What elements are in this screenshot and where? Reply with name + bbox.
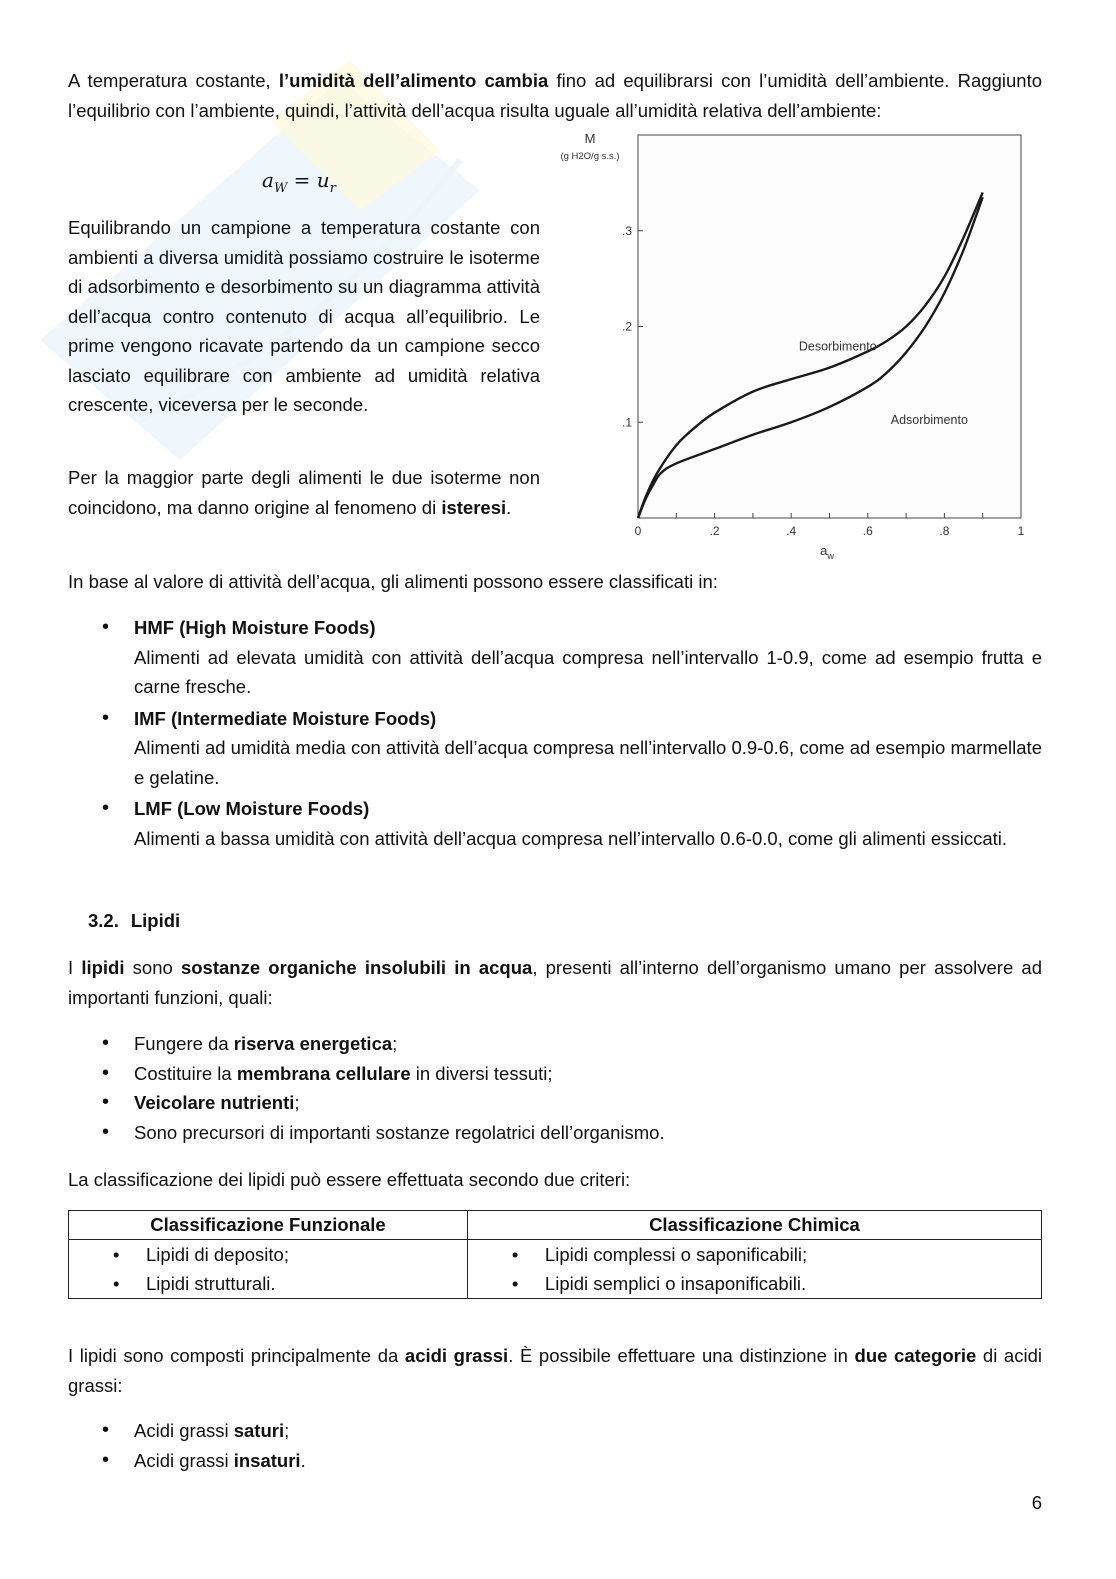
function-item: • Fungere da riserva energetica;	[68, 1029, 1042, 1059]
food-class-list	[68, 613, 1042, 853]
isotherms-paragraph: Equilibrando un campione a temperatura costante con ambienti a diversa umidità possiamo costruire le isoterme di adsorbimento e desorbimento su un diagramma attività dell’acqua contro contenuto di acqua all’equilibrio. Le prime vengono ricavate partendo da un campione secco lasciato equilibrare con ambiente ad umidità relativa crescente, viceversa per le seconde.	[68, 217, 540, 415]
x-tick-label: .2	[709, 524, 720, 538]
x-tick-label: 0	[634, 524, 642, 538]
y-tick-label: .3	[621, 223, 632, 238]
table-cell	[69, 1240, 468, 1299]
section-heading: 3.2. Lipidi	[88, 910, 181, 931]
function-item: • Veicolare nutrienti;	[68, 1088, 1042, 1118]
table-list-item: • Lipidi strutturali.	[69, 1269, 467, 1298]
fatty-acid-item: • Acidi grassi insaturi.	[68, 1446, 1042, 1476]
fatty-acids-list	[68, 1416, 1042, 1475]
table-cell	[467, 1240, 1041, 1299]
page-number: 6	[1031, 1492, 1042, 1513]
fatty-acid-item: • Acidi grassi saturi;	[68, 1416, 1042, 1446]
function-item: • Costituire la membrana cellulare in diversi tessuti;	[68, 1059, 1042, 1089]
classification-intro: In base al valore di attività dell’acqua, gli alimenti possono essere classificati in:	[68, 571, 718, 592]
y-tick-label: .1	[621, 415, 632, 430]
table-row	[69, 1240, 1042, 1299]
table-header: Classificazione Chimica	[467, 1211, 1041, 1240]
food-class-item: • HMF (High Moisture Foods) Alimenti ad elevata umidità con attività dell’acqua compresa nell’intervallo 1-0.9, come ad esempio frutta e carne fresche.	[68, 613, 1042, 702]
table-list-item: • Lipidi di deposito;	[69, 1240, 467, 1269]
x-tick-label: 1	[1017, 524, 1025, 538]
series-label-desorbimento: Desorbimento	[798, 339, 877, 354]
y-tick-label: .2	[621, 319, 632, 334]
food-class-item: • IMF (Intermediate Moisture Foods) Alimenti ad umidità media con attività dell’acqua compresa nell’intervallo 0.9-0.6, come ad esempio marmellate e gelatine.	[68, 704, 1042, 793]
hysteresis-paragraph: Per la maggior parte degli alimenti le due isoterme non coincidono, ma danno origine al fenomeno di isteresi.	[68, 467, 540, 518]
x-axis-label: $a_w$	[820, 543, 834, 561]
lipids-intro-paragraph: I lipidi sono sostanze organiche insolubili in acqua, presenti all’interno dell’organismo umano per assolvere ad importanti funzioni, quali:	[68, 957, 1042, 1008]
series-label-adsorbimento: Adsorbimento	[890, 413, 968, 428]
table-list-item: • Lipidi complessi o saponificabili;	[468, 1240, 1041, 1269]
plot-frame	[638, 135, 1021, 518]
lipid-classification-table	[68, 1210, 1042, 1299]
y-axis-label: M	[584, 131, 596, 146]
table-list-item: • Lipidi semplici o insaponificabili.	[468, 1269, 1041, 1298]
sorption-isotherm-chart	[540, 125, 1040, 575]
intro-paragraph: A temperatura costante, l’umidità dell’alimento cambia fino ad equilibrarsi con l’umidità dell’ambiente. Raggiunto l’equilibrio con l’ambiente, quindi, l’attività dell’acqua risulta uguale all’umidità relativa dell’ambiente:	[68, 70, 1042, 121]
equation-aw-ur: $a_W = u_r$	[262, 168, 336, 196]
function-item: • Sono precursori di importanti sostanze regolatrici dell’organismo.	[68, 1118, 1042, 1148]
table-intro: La classificazione dei lipidi può essere effettuata secondo due criteri:	[68, 1169, 631, 1190]
food-class-item: • LMF (Low Moisture Foods) Alimenti a bassa umidità con attività dell’acqua compresa nell’intervallo 0.6-0.0, come gli alimenti essiccati.	[68, 794, 1042, 853]
fatty-acids-paragraph: I lipidi sono composti principalmente da acidi grassi. È possibile effettuare una distinzione in due categorie di acidi grassi:	[68, 1345, 1042, 1396]
x-tick-label: .8	[939, 524, 950, 538]
x-tick-label: .6	[862, 524, 873, 538]
y-axis-unit: (g H2O/g s.s.)	[560, 151, 620, 162]
table-header: Classificazione Funzionale	[69, 1211, 468, 1240]
lipid-functions-list	[68, 1029, 1042, 1147]
x-tick-label: .4	[786, 524, 797, 538]
